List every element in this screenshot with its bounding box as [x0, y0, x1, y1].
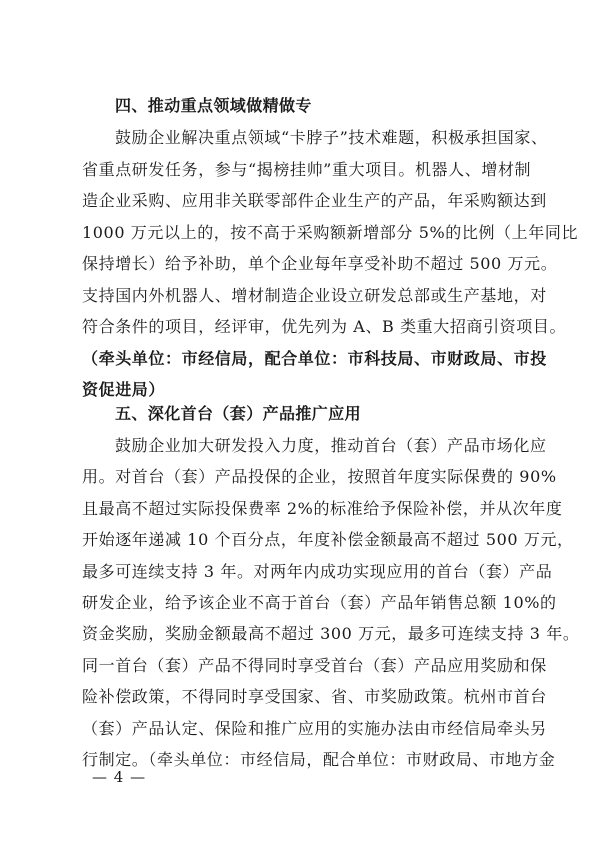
section-4-lead-unit: （牵头单位：市经信局，配合单位：市科技局、市财政局、市投: [82, 349, 547, 368]
section-4-line: 鼓励企业解决重点领域“卡脖子”技术难题，积极承担国家、: [115, 128, 548, 147]
section-5-line: 最多可连续支持 3 年。对两年内成功实现应用的首台（套）产品: [82, 561, 553, 581]
section-5-line: 开始逐年递减 10 个百分点，年度补偿金额最高不超过 500 万元，: [82, 530, 574, 550]
section-5-line: 同一首台（套）产品不得同时享受首台（套）产品应用奖励和保: [82, 655, 547, 675]
section-5-line: 资金奖励，奖励金额最高不超过 300 万元，最多可连续支持 3 年。: [82, 624, 580, 644]
section-5-line: 用。对首台（套）产品投保的企业，按照首年度实际保费的 90%: [82, 467, 557, 487]
section-4-line: 支持国内外机器人、增材制造企业设立研发总部或生产基地，对: [82, 286, 547, 305]
page-number: — 4 —: [92, 768, 147, 786]
section-4-line: 符合条件的项目，经评审，优先列为 A、B 类重大招商引资项目。: [82, 317, 567, 336]
section-5-line: 研发企业，给予该企业不高于首台（套）产品年销售总额 10%的: [82, 593, 557, 612]
section-4-line: 保持增长）给予补助，单个企业每年享受补助不超过 500 万元。: [82, 254, 558, 273]
section-5-line: （套）产品认定、保险和推广应用的实施办法由市经信局牵头另: [82, 718, 547, 738]
section-4-heading: 四、推动重点领域做精做专: [115, 96, 312, 115]
section-4-line: 造企业采购、应用非关联零部件企业生产的产品，年采购额达到: [82, 191, 547, 210]
section-4-lead-unit: 资促进局）: [82, 380, 166, 399]
section-5-heading: 五、深化首台（套）产品推广应用: [115, 404, 362, 423]
section-4-line: 1000 万元以上的，按不高于采购额新增部分 5%的比例（上年同比: [82, 223, 579, 242]
section-4-line: 省重点研发任务，参与“揭榜挂帅”重大项目。机器人、增材制: [82, 160, 532, 179]
section-5-line: 且最高不超过实际投保费率 2%的标准给予保险补偿，并从次年度: [82, 498, 563, 518]
section-5-line: 鼓励企业加大研发投入力度，推动首台（套）产品市场化应: [115, 436, 547, 455]
section-5-line-last: 行制定。（牵头单位：市经信局，配合单位：市财政局、市地方金: [82, 750, 556, 769]
section-5-line: 险补偿政策，不得同时享受国家、省、市奖励政策。杭州市首台: [82, 687, 547, 707]
